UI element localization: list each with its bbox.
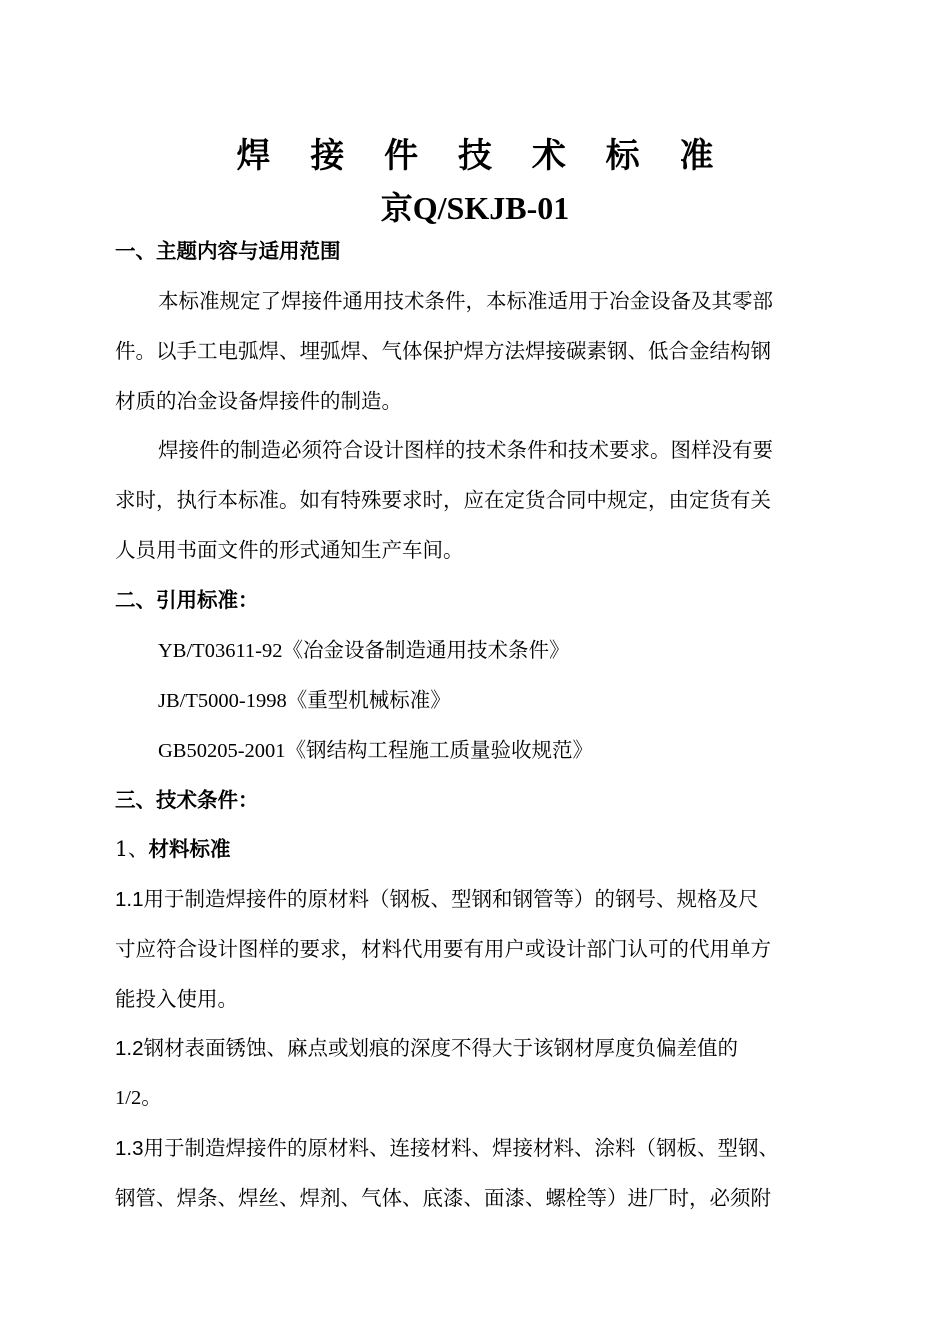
clause-text: 用于制造焊接件的原材料（钢板、型钢和钢管等）的钢号、规格及尺 (143, 887, 759, 911)
clause-number: 1.3 (115, 1137, 144, 1160)
paragraph-line: 人员用书面文件的形式通知生产车间。 (115, 538, 464, 562)
reference-item (158, 635, 570, 666)
clause-line: 能投入使用。 (115, 987, 238, 1011)
reference-name: 《钢结构工程施工质量验收规范》 (285, 738, 594, 762)
paragraph-line: 求时，执行本标准。如有特殊要求时，应在定货合同中规定，由定货有关 (115, 488, 771, 512)
paragraph-line: 件。以手工电弧焊、埋弧焊、气体保护焊方法焊接碳素钢、低合金结构钢 (115, 339, 771, 363)
reference-name: 《冶金设备制造通用技术条件》 (282, 638, 570, 662)
clause-line (115, 884, 759, 915)
clause-line (115, 1133, 779, 1164)
paragraph-line: 材质的冶金设备焊接件的制造。 (115, 389, 402, 413)
reference-code: GB50205-2001 (158, 740, 286, 762)
clause-line: 1/2。 (115, 1087, 162, 1109)
clause-line: 寸应符合设计图样的要求，材料代用要有用户或设计部门认可的代用单方 (115, 937, 771, 961)
document-code: 京Q/SKJB-01 (380, 190, 570, 226)
clause-text: 钢材表面锈蚀、麻点或划痕的深度不得大于该钢材厚度负偏差值的 (143, 1036, 738, 1060)
subsection-title: 材料标准 (148, 837, 231, 861)
clause-number: 1.1 (115, 888, 144, 911)
clause-line: 钢管、焊条、焊丝、焊剂、气体、底漆、面漆、螺栓等）进厂时，必须附 (115, 1186, 771, 1210)
clause-number: 1.2 (115, 1037, 144, 1060)
clause-line (115, 1033, 738, 1064)
reference-item (158, 685, 451, 716)
clause-text: 用于制造焊接件的原材料、连接材料、焊接材料、涂料（钢板、型钢、 (143, 1136, 779, 1160)
section-1-heading: 一、主题内容与适用范围 (115, 239, 341, 263)
paragraph-line: 焊接件的制造必须符合设计图样的技术条件和技术要求。图样没有要 (158, 438, 773, 462)
document-title: 焊 接 件 技 术 标 准 (236, 136, 728, 176)
paragraph-line: 本标准规定了焊接件通用技术条件，本标准适用于冶金设备及其零部 (158, 289, 773, 313)
reference-item (158, 735, 593, 766)
reference-code: JB/T5000-1998 (158, 690, 287, 712)
reference-name: 《重型机械标准》 (286, 688, 451, 712)
section-2-heading: 二、引用标准： (115, 588, 259, 612)
reference-code: YB/T03611-92 (158, 640, 283, 662)
subsection-number: 1、 (115, 837, 149, 861)
subsection-heading (115, 834, 231, 864)
section-3-heading: 三、技术条件： (115, 788, 259, 812)
